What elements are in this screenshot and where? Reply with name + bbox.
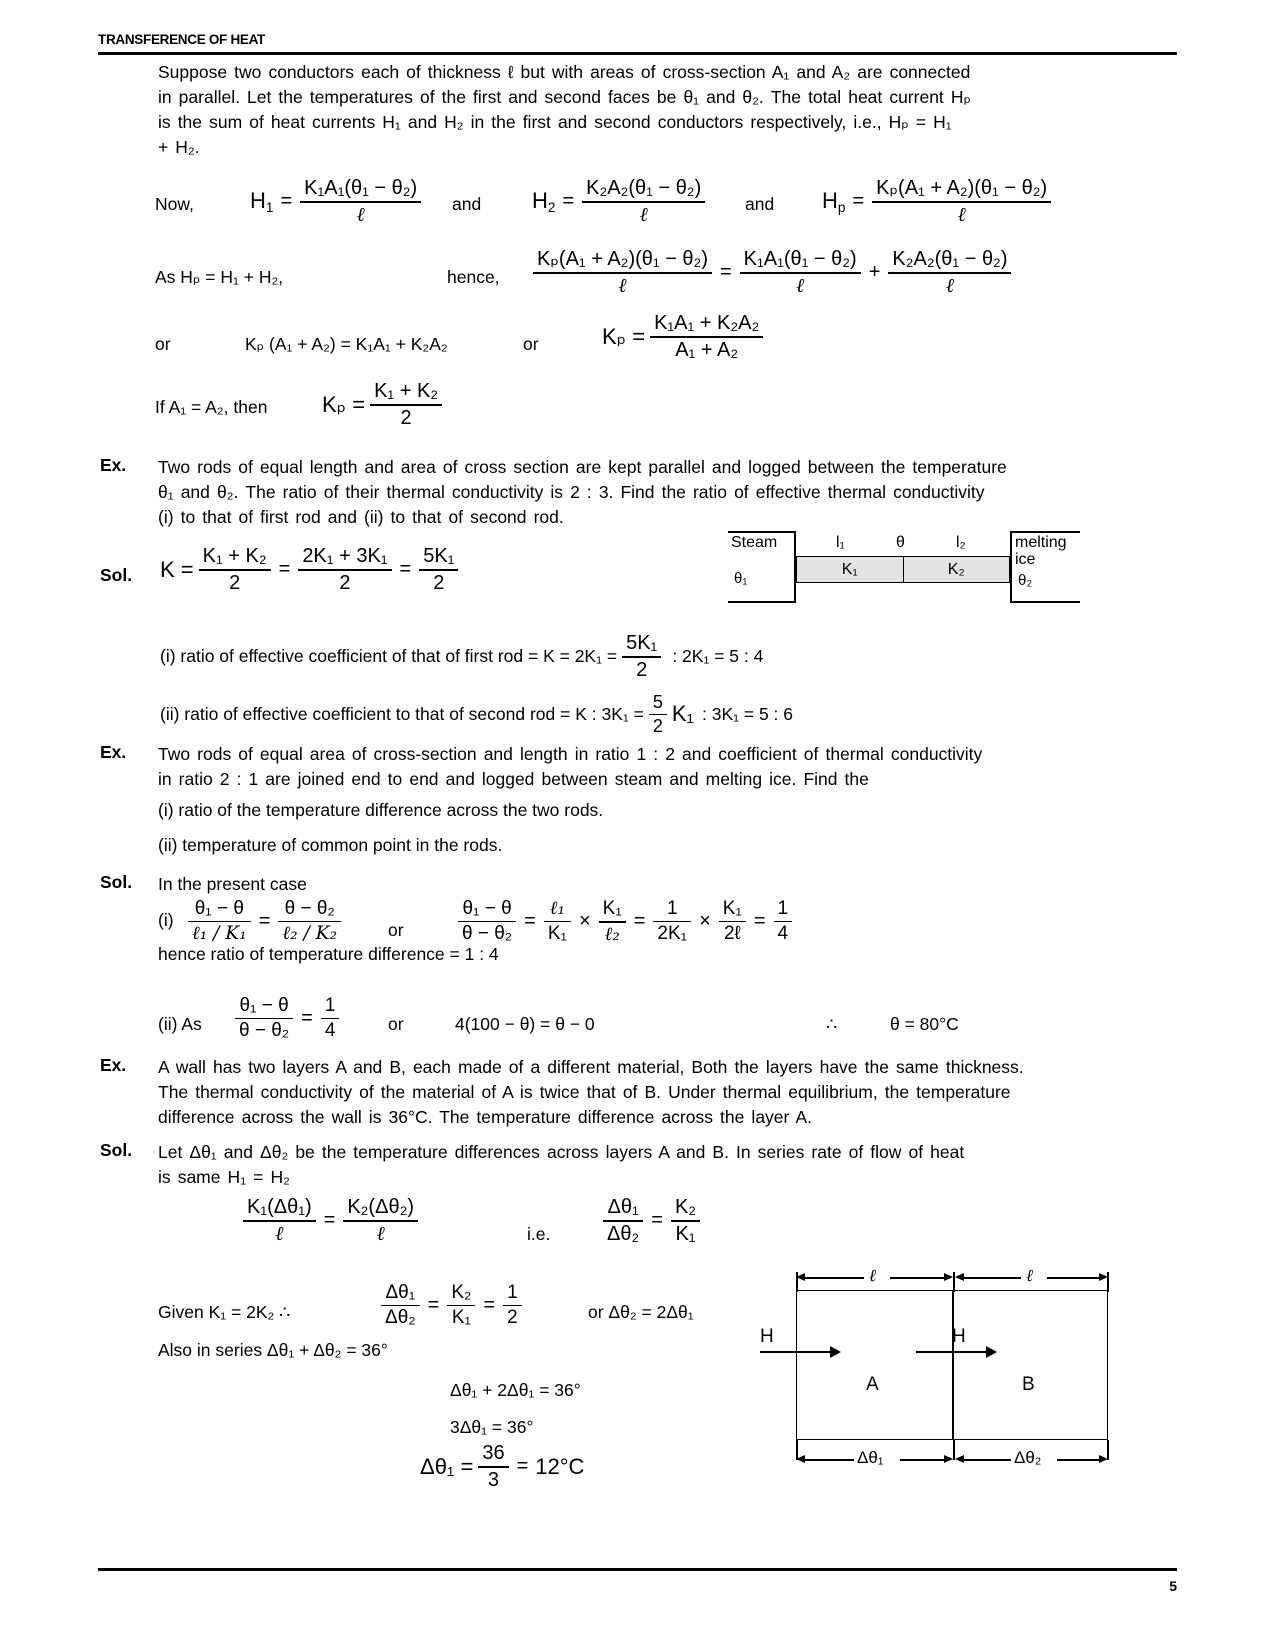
denominator: Δθ₂ <box>385 1307 416 1329</box>
rod-length-labels <box>796 534 1010 554</box>
numerator: K₁ <box>722 898 742 919</box>
hp-denominator: ℓ <box>957 202 966 226</box>
denominator: K₁ <box>451 1307 471 1329</box>
numerator: K₁ <box>602 898 622 920</box>
conducting-rod-bar <box>796 556 1010 583</box>
fraction-bar <box>649 714 667 716</box>
denominator: ℓ <box>796 273 805 297</box>
arrow-right-icon <box>944 1455 953 1463</box>
fraction-bar <box>671 1220 700 1222</box>
fraction-bar <box>419 569 458 571</box>
example-3-marker: Ex. <box>100 1055 127 1075</box>
arrow-left-icon <box>955 1455 964 1463</box>
equals-sign: = <box>524 910 536 933</box>
arrow-shaft <box>760 1351 832 1353</box>
equation-kp <box>600 312 766 362</box>
denominator: K₁ <box>547 923 567 945</box>
denominator: 2K₁ <box>657 923 688 945</box>
dtheta2-label: Δθ₂ <box>1011 1448 1044 1468</box>
equals-sign: = <box>516 1455 529 1478</box>
solution-2-intro: In the present case <box>158 874 307 894</box>
part-i-result: : 2K₁ = 5 : 4 <box>672 646 764 667</box>
numerator: 1 <box>666 898 678 919</box>
kp-lhs: Kₚ = <box>602 323 646 349</box>
as-hp-line: As Hₚ = H₁ + H₂, <box>155 267 284 287</box>
numerator: 1 <box>777 898 789 919</box>
ie-label: i.e. <box>527 1224 551 1244</box>
equals-sign: = <box>483 1294 496 1317</box>
arrow-shaft <box>916 1351 988 1353</box>
denominator: Δθ₂ <box>607 1222 640 1245</box>
if-equal-areas-line: If A₁ = A₂, then <box>155 397 268 417</box>
hence-fraction-1 <box>533 248 712 297</box>
intro-line-2: in parallel. Let the temperatures of the first and second faces be θ₁ and θ₂. The total heat current Hₚ <box>158 87 971 107</box>
dim-line-segment <box>900 1459 948 1461</box>
solution-3-line-1: Let Δθ₁ and Δθ₂ be the temperature differences across layers A and B. In series rate of flow of heat <box>158 1142 965 1162</box>
plus-sign: + <box>868 261 881 284</box>
h1-denominator: ℓ <box>356 202 365 226</box>
ice-temperature-label: θ₂ <box>1018 572 1033 589</box>
fraction-bar <box>503 1305 522 1307</box>
fraction-bar <box>544 921 571 923</box>
numerator: K₁(Δθ₁) <box>247 1196 312 1218</box>
dim-tick-mid <box>953 1272 955 1292</box>
fraction-bar <box>478 1466 508 1468</box>
dim-tick-bottom-left <box>796 1440 798 1460</box>
example-1-line-1: Two rods of equal length and area of cross section are kept parallel and logged between the temperature <box>158 457 1007 477</box>
hp-fraction <box>872 177 1051 226</box>
equation-h1 <box>248 177 424 226</box>
fraction-bar <box>370 404 442 406</box>
rod-length-1-label: l₁ <box>836 534 845 551</box>
solution-1-part-i <box>158 632 765 682</box>
page-number: 5 <box>1169 1578 1177 1594</box>
heat-flow-arrow-right <box>916 1326 1000 1358</box>
fraction-bar <box>458 921 516 923</box>
fraction-bar <box>199 569 271 571</box>
length-left-label: ℓ <box>866 1266 879 1286</box>
fraction-bar <box>774 921 793 923</box>
kp-fraction <box>650 312 763 362</box>
or-label-2: or <box>523 334 539 354</box>
kp-equal-fraction <box>370 380 442 430</box>
equals-sign: = <box>562 190 575 213</box>
equals-sign: = <box>278 558 291 581</box>
example-3-line-1: A wall has two layers A and B, each made of a different material, Both the layers have the same thickness. <box>158 1057 1024 1077</box>
h2-fraction <box>582 177 705 226</box>
equation-h2 <box>530 177 708 226</box>
fraction-g2 <box>447 1282 475 1329</box>
equation-solution-3-ratio <box>600 1196 703 1246</box>
hp-numerator: Kₚ(A₁ + A₂)(θ₁ − θ₂) <box>876 177 1048 199</box>
heat-flow-arrow-left <box>760 1326 844 1358</box>
h2-denominator: ℓ <box>639 202 648 226</box>
and-label-1: and <box>452 194 482 214</box>
part-ii-fraction <box>649 692 667 737</box>
melting-ice-line-1: melting <box>1015 534 1067 551</box>
example-3-line-3: difference across the wall is 36°C. The temperature difference across the layer A. <box>158 1107 812 1127</box>
fraction-bar <box>622 656 661 658</box>
fraction-i <box>235 995 293 1042</box>
dim-line-segment <box>1057 1459 1103 1461</box>
example-2-part-ii: (ii) temperature of common point in the rods. <box>158 835 503 855</box>
equation-solution-2-i-left <box>185 898 344 945</box>
part-ii-text: (ii) ratio of effective coefficient to that of second rod = K : 3K₁ = <box>160 703 644 724</box>
fraction-bar <box>653 921 691 923</box>
solution-3-line-2: is same H₁ = H₂ <box>158 1167 290 1187</box>
equation-hp <box>820 177 1054 226</box>
fraction-bar <box>603 1220 643 1222</box>
fraction-c <box>458 898 516 945</box>
solution-3-series-line: Also in series Δθ₁ + Δθ₂ = 36° <box>158 1340 388 1360</box>
equation-solution-3-heat-balance <box>240 1196 421 1245</box>
fraction-k2 <box>343 1196 418 1245</box>
heat-label-right: H <box>952 1326 966 1347</box>
denominator: 4 <box>777 923 789 945</box>
solution-3-or-result: or Δθ₂ = 2Δθ₁ <box>588 1302 694 1322</box>
dim-tick-right <box>1107 1272 1109 1292</box>
denominator: 2ℓ <box>723 923 741 945</box>
final-value: 12°C <box>535 1453 585 1479</box>
part-ii-k1: K₁ <box>671 701 694 727</box>
numerator: θ₁ − θ <box>239 995 289 1016</box>
denominator: 2 <box>339 571 351 594</box>
h1-lhs: $H_1$ <box>250 188 274 215</box>
fraction-bar <box>719 921 746 923</box>
equals-sign: = <box>852 190 865 213</box>
denominator: ℓ₂ / K₂ <box>282 923 338 945</box>
numerator: ℓ₁ <box>549 898 566 920</box>
denominator: 2 <box>400 406 412 429</box>
equals-sign: = <box>323 1209 336 1232</box>
header-rule <box>98 52 1177 55</box>
equals-sign: = <box>427 1294 440 1317</box>
dtheta1-label: Δθ₁ <box>854 1448 887 1468</box>
numerator: K₂A₂(θ₁ − θ₂) <box>892 248 1008 270</box>
rod-segment-k1: K₁ <box>797 557 904 582</box>
fraction-e <box>599 898 626 945</box>
numerator: θ − θ₂ <box>284 898 335 919</box>
example-3-line-2: The thermal conductivity of the material of A is twice that of B. Under thermal equilibrium, the temperature <box>158 1082 1011 1102</box>
fraction-bar <box>599 921 626 923</box>
denominator: θ − θ₂ <box>239 1020 290 1042</box>
fraction-b <box>278 898 341 945</box>
part-ii-result: : 3K₁ = 5 : 6 <box>701 703 794 724</box>
h1-numerator: K₁A₁(θ₁ − θ₂) <box>304 177 418 199</box>
denominator: K₁ <box>675 1222 696 1245</box>
fraction-g <box>719 898 746 945</box>
hence-fraction-3 <box>888 248 1011 297</box>
equals-sign: = <box>301 1007 313 1030</box>
k-lhs: K = <box>160 556 194 582</box>
example-1-line-3: (i) to that of first rod and (ii) to that of second rod. <box>158 507 564 527</box>
dim-line-segment <box>890 1277 948 1279</box>
numerator: 1 <box>507 1282 518 1303</box>
equals-sign: = <box>280 190 293 213</box>
denominator: 2 <box>636 658 648 681</box>
denominator: ℓ₂ <box>604 923 620 945</box>
dimension-length-left <box>796 1266 953 1286</box>
fraction-h <box>774 898 793 945</box>
times-sign: × <box>578 910 591 933</box>
example-3-text <box>158 1055 1110 1130</box>
solution-2-final-equation: 4(100 − θ) = θ − 0 <box>455 1014 595 1034</box>
solution-3-given-label: Given K₁ = 2K₂ ∴ <box>158 1302 291 1322</box>
fraction-bar <box>381 1305 420 1307</box>
example-2-line-2: in ratio 2 : 1 are joined end to end and logged between steam and melting ice. Find the <box>158 769 869 789</box>
wall-layer-b-label: B <box>1022 1374 1035 1395</box>
fraction-bar <box>188 921 251 923</box>
therefore-symbol: ∴ <box>826 1014 838 1034</box>
denominator: ℓ₁ / K₁ <box>192 923 247 945</box>
or-label-1: or <box>155 334 171 354</box>
numerator: 1 <box>324 995 336 1016</box>
intro-paragraph <box>158 60 1110 160</box>
numerator: K₁A₁(θ₁ − θ₂) <box>743 248 857 270</box>
rod-length-2-label: l₂ <box>956 534 966 551</box>
numerator: 5K₁ <box>626 632 658 654</box>
numerator: Kₚ(A₁ + A₂)(θ₁ − θ₂) <box>537 248 708 270</box>
arrow-left-icon <box>955 1273 964 1281</box>
equation-solution-3-final <box>418 1442 586 1492</box>
numerator: θ₁ − θ <box>462 898 512 919</box>
dim-line-segment <box>963 1459 1013 1461</box>
example-2-text <box>158 742 1110 792</box>
fraction-a <box>188 898 251 945</box>
arrow-head-icon <box>986 1346 997 1358</box>
denominator: A₁ + A₂ <box>675 338 739 361</box>
hence-fraction-2 <box>740 248 861 297</box>
equation-solution-3-given <box>378 1282 525 1329</box>
fraction-r2 <box>671 1196 700 1246</box>
solution-2-or-label: or <box>388 920 404 940</box>
numerator: K₁A₁ + K₂A₂ <box>654 312 760 334</box>
footer-rule <box>98 1568 1177 1571</box>
intro-line-4: + H₂. <box>158 137 200 157</box>
denominator: 3 <box>487 1468 500 1491</box>
numerator: K₂ <box>451 1282 472 1303</box>
and-label-2: and <box>745 194 775 214</box>
dimension-length-right <box>953 1266 1108 1286</box>
example-2-part-i: (i) ratio of the temperature difference across the two rods. <box>158 800 604 820</box>
example-2-line-1: Two rods of equal area of cross-section and length in ratio 1 : 2 and coefficient of thermal conductivity <box>158 744 983 764</box>
kp-expansion-line: Kₚ (A₁ + A₂) = K₁A₁ + K₂A₂ <box>245 334 448 354</box>
part-i-text: (i) ratio of effective coefficient of that of first rod = K = 2K₁ = <box>160 646 618 667</box>
arrow-right-icon <box>944 1273 953 1281</box>
kp-equal-lhs: Kₚ = <box>322 391 366 417</box>
numerator: 36 <box>482 1442 505 1464</box>
dimension-dtheta1 <box>796 1448 953 1467</box>
equation-hence <box>530 248 1014 297</box>
equation-solution-2-ii <box>232 995 342 1042</box>
solution-1-part-ii <box>158 692 795 737</box>
denominator: 4 <box>324 1020 336 1042</box>
denominator: ℓ <box>945 273 955 297</box>
fraction-g3 <box>503 1282 522 1329</box>
example-1-line-2: θ₁ and θ₂. The ratio of their thermal conductivity is 2 : 3. Find the ratio of effective thermal conductivity <box>158 482 985 502</box>
solution-1-marker: Sol. <box>100 565 133 585</box>
denominator: ℓ <box>618 273 627 297</box>
steam-label: Steam <box>731 534 778 551</box>
dim-tick-left <box>796 1272 798 1292</box>
fraction-f <box>653 898 691 945</box>
equals-sign: = <box>719 261 732 284</box>
h1-fraction <box>300 177 421 226</box>
equals-sign: = <box>399 558 412 581</box>
dim-line-segment <box>804 1459 856 1461</box>
steam-temperature-label: θ₁ <box>734 570 748 587</box>
numerator: K₁ + K₂ <box>374 380 439 402</box>
steam-ice-rod-diagram <box>728 528 1080 610</box>
junction-temperature-label: θ <box>896 534 905 551</box>
numerator: Δθ₁ <box>385 1282 416 1303</box>
hp-lhs: $H_p$ <box>822 188 846 215</box>
solution-2-label-i: (i) <box>158 910 174 930</box>
now-label: Now, <box>155 194 194 214</box>
heat-label-left: H <box>760 1326 774 1347</box>
dim-tick-bottom-right <box>1107 1440 1109 1460</box>
equation-solution-1-k <box>158 545 461 595</box>
numerator: 5 <box>652 692 663 712</box>
solution-3-marker: Sol. <box>100 1140 133 1160</box>
numerator: θ₁ − θ <box>194 898 244 919</box>
dim-tick-bottom-mid <box>953 1440 955 1460</box>
times-sign: × <box>699 910 711 933</box>
example-1-text <box>158 455 1110 530</box>
melting-ice-line-2: ice <box>1015 551 1036 568</box>
numerator: 5K₁ <box>423 545 455 567</box>
example-2-marker: Ex. <box>100 742 127 762</box>
h2-lhs: $H_2$ <box>532 188 556 215</box>
page-header-title: TRANSFERENCE OF HEAT <box>98 32 266 47</box>
intro-line-1: Suppose two conductors each of thickness ℓ but with areas of cross-section A₁ and A₂ are connected <box>158 62 971 82</box>
numerator: K₁ + K₂ <box>202 545 267 567</box>
arrow-head-icon <box>830 1346 841 1358</box>
numerator: K₂ <box>674 1196 697 1218</box>
wall-layer-a-label: A <box>866 1374 879 1395</box>
solution-3-step-1: Δθ₁ + 2Δθ₁ = 36° <box>450 1380 581 1400</box>
example-1-marker: Ex. <box>100 455 127 475</box>
wall-layer-divider <box>952 1290 954 1440</box>
denominator: 2 <box>229 571 241 594</box>
k-fraction-3 <box>419 545 458 595</box>
wall-layers-diagram <box>760 1262 1118 1477</box>
fraction-k1 <box>243 1196 316 1245</box>
fraction-bar <box>298 569 391 571</box>
dim-line-segment <box>804 1277 864 1279</box>
dim-line-segment <box>1047 1277 1103 1279</box>
equation-kp-equal <box>320 380 445 430</box>
denominator: 2 <box>652 716 663 737</box>
denominator: 2 <box>507 1307 518 1329</box>
k-fraction-1 <box>199 545 271 595</box>
fraction-d <box>544 898 571 945</box>
h2-numerator: K₂A₂(θ₁ − θ₂) <box>586 177 702 199</box>
solution-2-hence-line: hence ratio of temperature difference = 1 : 4 <box>158 944 499 964</box>
denominator: θ − θ₂ <box>462 923 513 945</box>
k-fraction-2 <box>298 545 391 595</box>
solution-2-or-label-2: or <box>388 1014 404 1034</box>
fraction-bar <box>235 1018 293 1020</box>
part-i-fraction <box>622 632 661 682</box>
fraction-r1 <box>603 1196 643 1246</box>
rod-segment-k2: K₂ <box>947 560 965 578</box>
numerator: Δθ₁ <box>607 1196 639 1218</box>
solution-3-text <box>158 1140 1110 1190</box>
fraction-bar <box>321 1018 340 1020</box>
fraction-j <box>321 995 340 1042</box>
fraction-bar <box>650 336 763 338</box>
equation-solution-2-i-right <box>455 898 795 945</box>
numerator: K₂(Δθ₂) <box>347 1196 414 1218</box>
denominator: 2 <box>433 571 445 594</box>
equals-sign: = <box>651 1209 663 1232</box>
dim-line-segment <box>963 1277 1021 1279</box>
fraction-g1 <box>381 1282 420 1329</box>
dimension-dtheta2 <box>953 1448 1108 1467</box>
fraction-bar <box>278 921 341 923</box>
hence-label: hence, <box>447 267 500 287</box>
intro-line-3: is the sum of heat currents H₁ and H₂ in the first and second conductors respectively, i.e., Hₚ = H₁ <box>158 112 952 132</box>
equals-sign: = <box>753 910 766 933</box>
denominator: ℓ <box>376 1221 385 1245</box>
solution-3-step-2: 3Δθ₁ = 36° <box>450 1417 534 1437</box>
denominator: ℓ <box>275 1221 284 1245</box>
solution-2-answer: θ = 80°C <box>890 1014 959 1034</box>
fraction-bar <box>447 1305 475 1307</box>
solution-2-marker: Sol. <box>100 872 133 892</box>
numerator: 2K₁ + 3K₁ <box>302 545 388 567</box>
equals-sign: = <box>633 910 646 933</box>
final-fraction <box>478 1442 508 1492</box>
equals-sign: = <box>258 909 271 932</box>
solution-2-label-ii: (ii) As <box>158 1014 202 1034</box>
melting-ice-label <box>1015 534 1067 568</box>
length-right-label: ℓ <box>1023 1266 1036 1286</box>
final-lhs: Δθ₁ = <box>420 1453 474 1479</box>
